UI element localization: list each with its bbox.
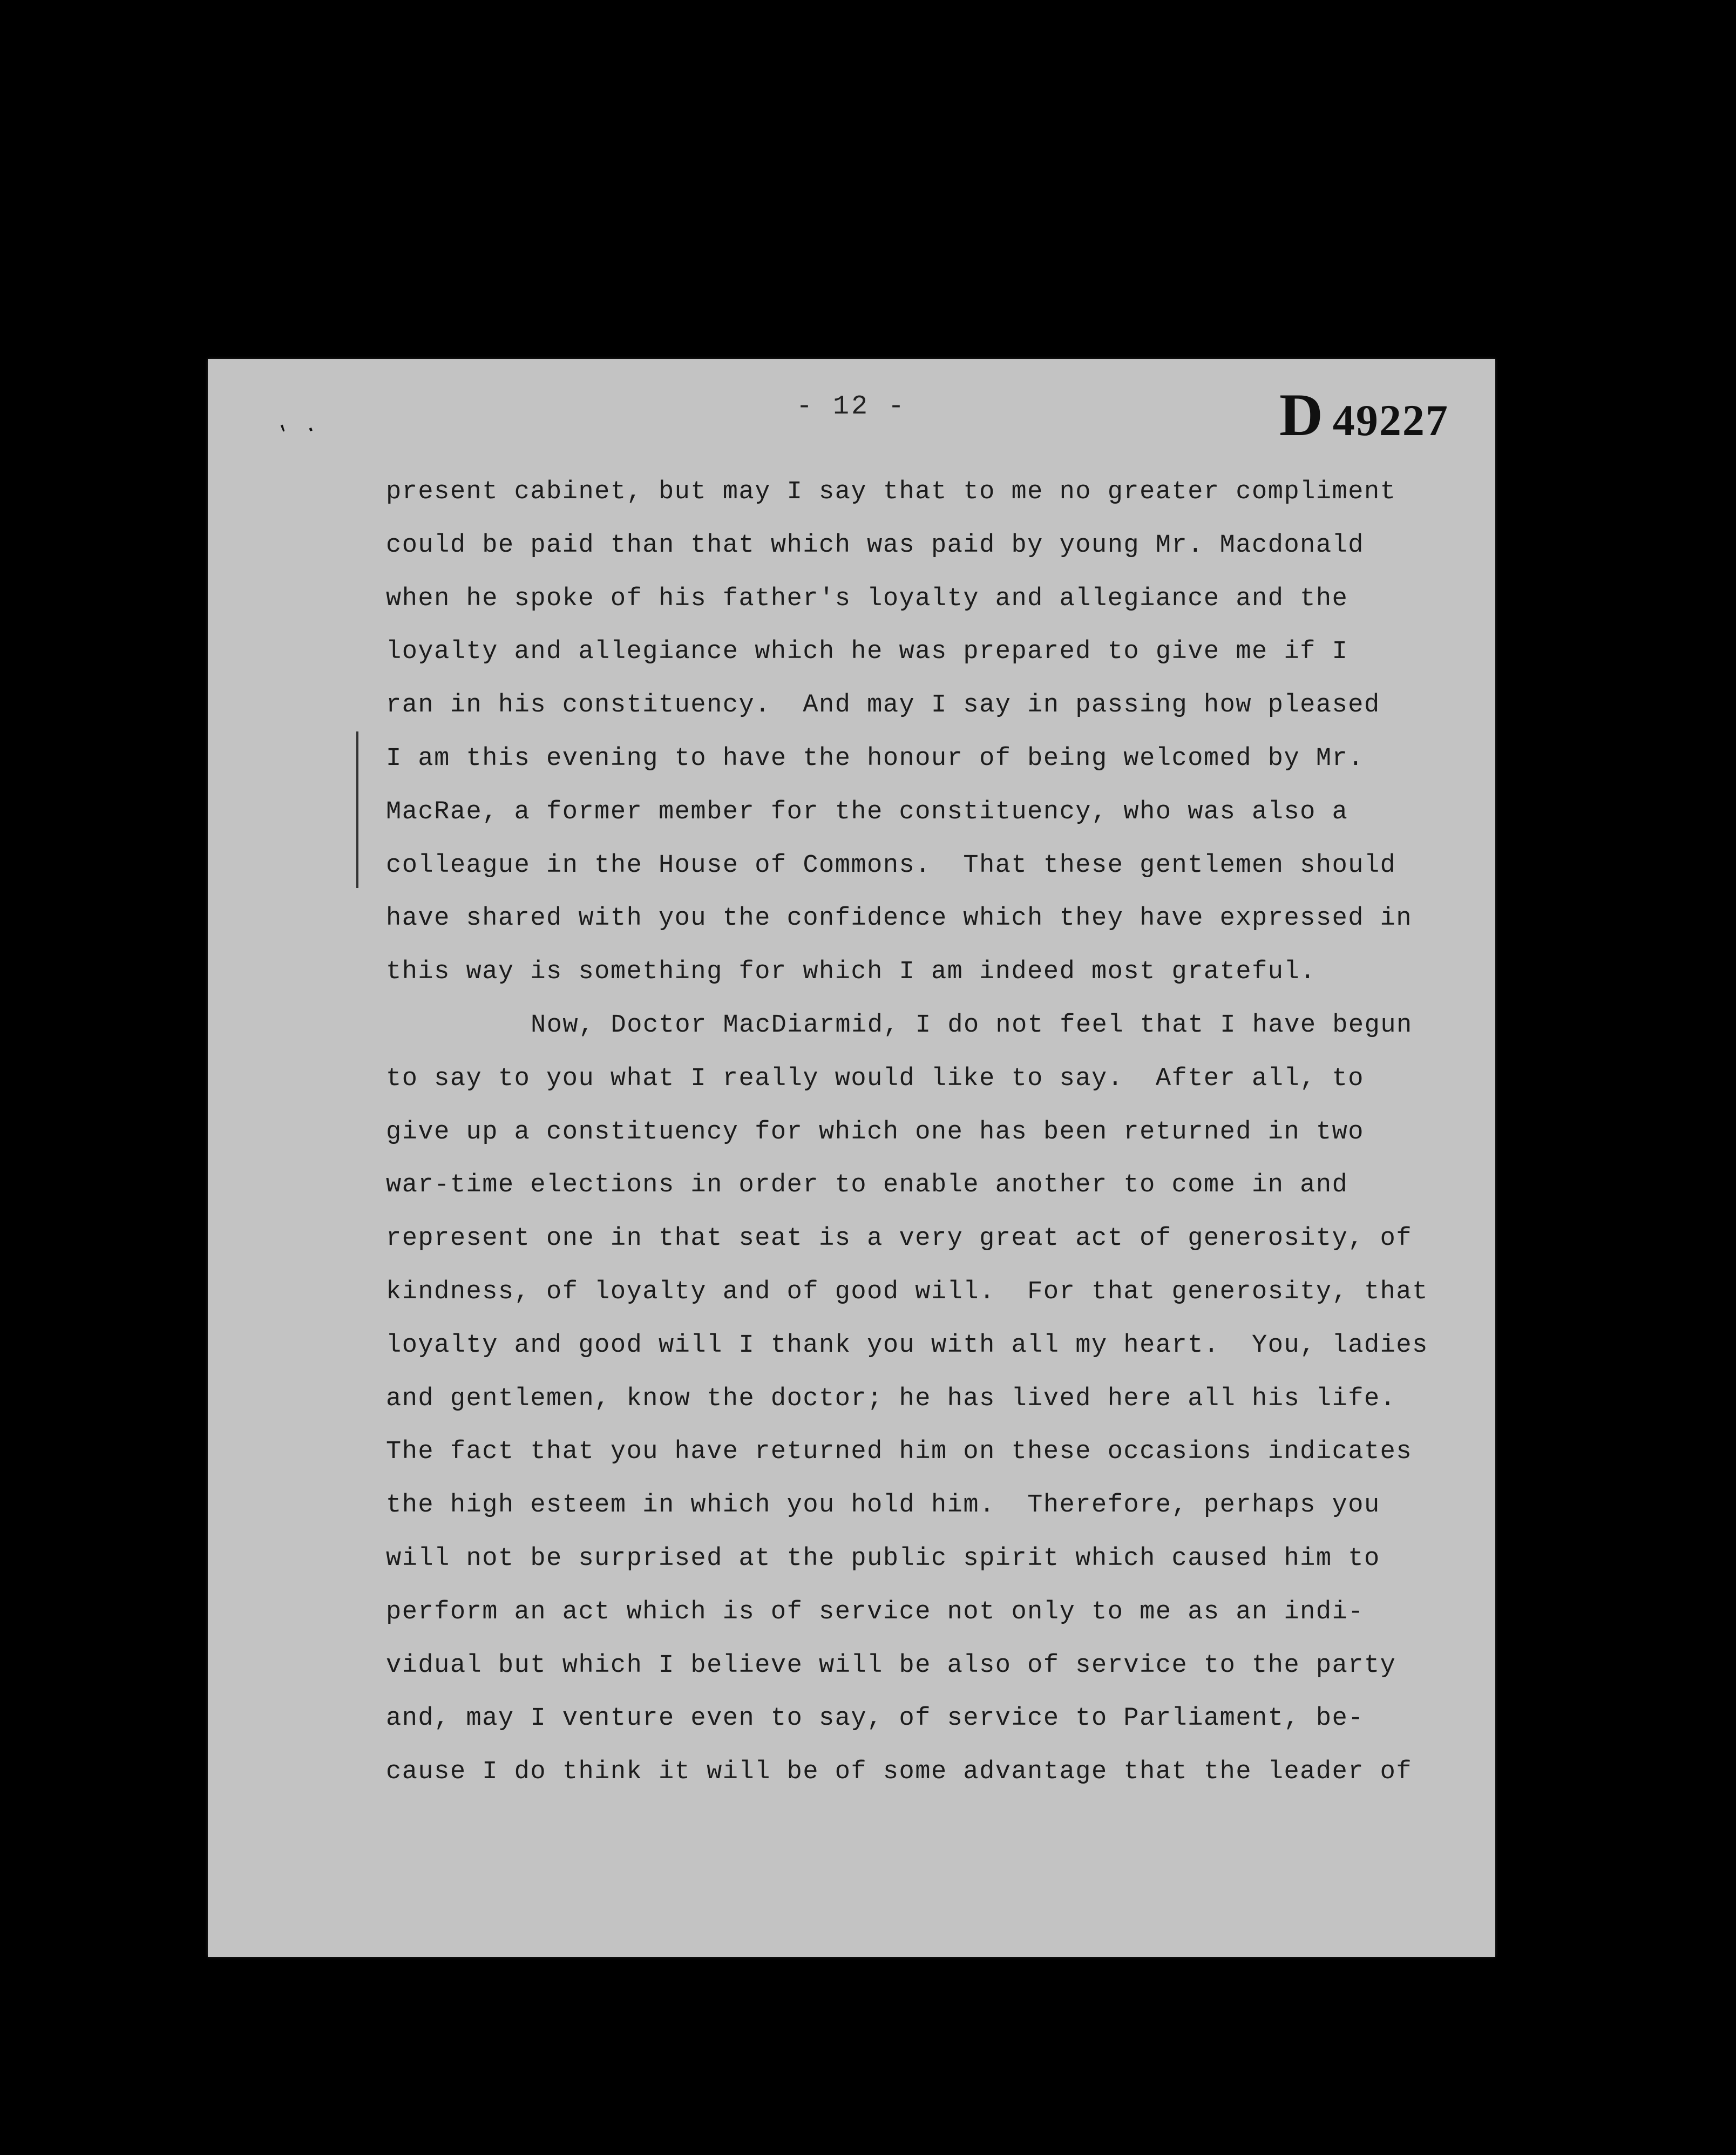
text-line: and gentlemen, know the doctor; he has lived here all his life. [386,1384,1396,1413]
page-number: - 12 - [796,391,907,422]
text-line: give up a constituency for which one has been returned in two [386,1117,1364,1147]
document-id-stamp [1279,381,1449,450]
text-line: loyalty and allegiance which he was prepared to give me if I [386,638,1348,667]
stray-ink-marks: ' . [275,412,320,449]
text-line: will not be surprised at the public spirit which caused him to [386,1544,1380,1573]
text-line: this way is something for which I am indeed most grateful. [386,958,1316,987]
text-line: present cabinet, but may I say that to me no greater compliment [386,478,1396,506]
text-line: could be paid than that which was paid by young Mr. Macdonald [386,531,1364,560]
text-line: kindness, of loyalty and of good will. For that generosity, that [386,1277,1428,1306]
document-page [208,359,1495,1957]
text-line: vidual but which I believe will be also of service to the party [386,1651,1396,1680]
document-id-number: 49227 [1332,396,1449,445]
typed-body-text [386,466,1444,1799]
text-line: colleague in the House of Commons. That these gentlemen should [386,851,1396,880]
text-line: represent one in that seat is a very great act of generosity, of [386,1224,1413,1253]
text-line: I am this evening to have the honour of being welcomed by Mr. [386,744,1364,773]
margin-mark-line [356,731,358,888]
text-line: when he spoke of his father's loyalty and allegiance and the [386,584,1348,613]
text-line: cause I do think it will be of some advantage that the leader of [386,1758,1413,1787]
text-line: ran in his constituency. And may I say in passing how pleased [386,691,1380,720]
text-line: MacRae, a former member for the constituency, who was also a [386,797,1348,826]
text-line: war-time elections in order to enable another to come in and [386,1171,1348,1200]
text-line: the high esteem in which you hold him. Therefore, perhaps you [386,1491,1380,1520]
document-id-prefix: D [1279,382,1323,449]
text-line: The fact that you have returned him on these occasions indicates [386,1438,1413,1467]
text-line: loyalty and good will I thank you with all my heart. You, ladies [386,1331,1428,1360]
text-line: to say to you what I really would like to say. After all, to [386,1064,1364,1093]
text-line: Now, Doctor MacDiarmid, I do not feel that I have begun [531,1011,1413,1040]
text-line: perform an act which is of service not only to me as an indi- [386,1597,1364,1627]
text-line: and, may I venture even to say, of service to Parliament, be- [386,1704,1364,1733]
text-line: have shared with you the confidence which they have expressed in [386,904,1413,933]
